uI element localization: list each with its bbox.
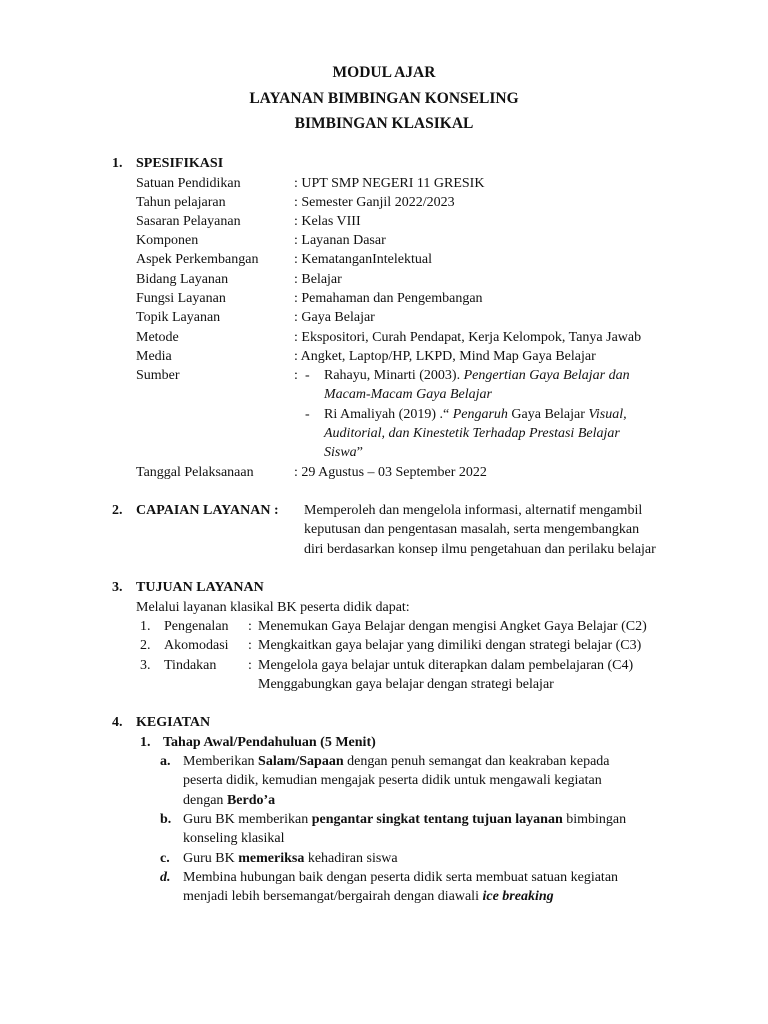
activity-b-line2: konseling klasikal bbox=[183, 831, 285, 846]
reference-2-line3: Siswa” bbox=[324, 445, 363, 460]
tujuan-item-label: Tindakan bbox=[164, 658, 217, 673]
spec-value: : Gaya Belajar bbox=[294, 310, 375, 325]
capaian-text-line: Memperoleh dan mengelola informasi, alternatif mengambil bbox=[304, 503, 643, 518]
spec-label-sumber: Sumber bbox=[136, 368, 180, 383]
activity-d-marker: d. bbox=[160, 870, 171, 885]
capaian-text-line: diri berdasarkan konsep ilmu pengetahuan dan perilaku belajar bbox=[304, 542, 656, 557]
stage-heading: Tahap Awal/Pendahuluan (5 Menit) bbox=[163, 735, 376, 750]
section-4-number: 4. bbox=[112, 715, 123, 730]
tujuan-extra-text: Menggabungkan gaya belajar dengan strategi belajar bbox=[258, 677, 554, 692]
activity-a-line2: peserta didik, kemudian mengajak peserta didik untuk mengawali kegiatan bbox=[183, 773, 602, 788]
spec-label: Bidang Layanan bbox=[136, 272, 229, 287]
reference-2-line1: Ri Amaliyah (2019) .“ Pengaruh Gaya Belajar Visual, bbox=[324, 407, 627, 422]
spec-label: Sasaran Pelayanan bbox=[136, 214, 241, 229]
reference-1-line1: Rahayu, Minarti (2003). Pengertian Gaya Belajar dan bbox=[324, 368, 630, 383]
spec-value: : Ekspositori, Curah Pendapat, Kerja Kelompok, Tanya Jawab bbox=[294, 330, 642, 345]
spec-value-tanggal: : 29 Agustus – 03 September 2022 bbox=[294, 465, 487, 480]
spec-label: Media bbox=[136, 349, 172, 364]
spec-label: Aspek Perkembangan bbox=[136, 252, 259, 267]
sumber-colon: : bbox=[294, 368, 298, 383]
tujuan-item-label: Pengenalan bbox=[164, 619, 229, 634]
section-2-number: 2. bbox=[112, 503, 123, 518]
tujuan-item-number: 3. bbox=[140, 658, 151, 673]
reference-1-line2: Macam-Macam Gaya Belajar bbox=[324, 387, 492, 402]
tujuan-item-text: Mengelola gaya belajar untuk diterapkan dalam pembelajaran (C4) bbox=[258, 658, 634, 673]
section-1-heading: SPESIFIKASI bbox=[136, 156, 224, 171]
activity-b-marker: b. bbox=[160, 812, 172, 827]
tujuan-item-colon: : bbox=[248, 638, 252, 653]
activity-b-line1: Guru BK memberikan pengantar singkat tentang tujuan layanan bimbingan bbox=[183, 812, 627, 827]
activity-c-line1: Guru BK memeriksa kehadiran siswa bbox=[183, 851, 398, 866]
section-3-number: 3. bbox=[112, 580, 123, 595]
section-4-heading: KEGIATAN bbox=[136, 715, 211, 730]
spec-value: : Belajar bbox=[294, 272, 342, 287]
spec-label-tanggal: Tanggal Pelaksanaan bbox=[136, 465, 254, 480]
tujuan-item-text: Mengkaitkan gaya belajar yang dimiliki dengan strategi belajar (C3) bbox=[258, 638, 642, 653]
spec-label: Komponen bbox=[136, 233, 199, 248]
spec-value: : Angket, Laptop/HP, LKPD, Mind Map Gaya Belajar bbox=[294, 349, 596, 364]
spec-label: Satuan Pendidikan bbox=[136, 176, 241, 191]
spec-value: : Pemahaman dan Pengembangan bbox=[294, 291, 483, 306]
section-3-heading: TUJUAN LAYANAN bbox=[136, 580, 264, 595]
section-2-heading: CAPAIAN LAYANAN : bbox=[136, 503, 279, 518]
doc-title-line1: MODUL AJAR bbox=[332, 64, 436, 81]
stage-number: 1. bbox=[140, 735, 151, 750]
tujuan-item-number: 2. bbox=[140, 638, 151, 653]
doc-title-line2: LAYANAN BIMBINGAN KONSELING bbox=[249, 90, 519, 107]
tujuan-item-number: 1. bbox=[140, 619, 151, 634]
tujuan-item-text: Menemukan Gaya Belajar dengan mengisi Angket Gaya Belajar (C2) bbox=[258, 619, 647, 634]
tujuan-intro: Melalui layanan klasikal BK peserta didik dapat: bbox=[136, 600, 410, 615]
activity-a-marker: a. bbox=[160, 754, 171, 769]
spec-label: Fungsi Layanan bbox=[136, 291, 226, 306]
spec-value: : UPT SMP NEGERI 11 GRESIK bbox=[294, 176, 485, 191]
activity-a-line1: Memberikan Salam/Sapaan dengan penuh semangat dan keakraban kepada bbox=[183, 754, 610, 769]
spec-label: Topik Layanan bbox=[136, 310, 221, 325]
tujuan-item-colon: : bbox=[248, 619, 252, 634]
activity-d-line2: menjadi lebih bersemangat/bergairah dengan diawali ice breaking bbox=[183, 889, 554, 904]
spec-label: Tahun pelajaran bbox=[136, 195, 226, 210]
spec-value: : KematanganIntelektual bbox=[294, 252, 432, 267]
capaian-text-line: keputusan dan pengentasan masalah, serta mengembangkan bbox=[304, 522, 640, 537]
section-1-number: 1. bbox=[112, 156, 123, 171]
spec-value: : Semester Ganjil 2022/2023 bbox=[294, 195, 455, 210]
doc-title-line3: BIMBINGAN KLASIKAL bbox=[294, 115, 474, 132]
activity-c-marker: c. bbox=[160, 851, 170, 866]
tujuan-item-label: Akomodasi bbox=[164, 638, 229, 653]
spec-value: : Layanan Dasar bbox=[294, 233, 386, 248]
tujuan-item-colon: : bbox=[248, 658, 252, 673]
reference-2-line2: Auditorial, dan Kinestetik Terhadap Prestasi Belajar bbox=[324, 426, 620, 441]
spec-value: : Kelas VIII bbox=[294, 214, 361, 229]
activity-a-line3: dengan Berdo’a bbox=[183, 793, 276, 808]
activity-d-line1: Membina hubungan baik dengan peserta didik serta membuat satuan kegiatan bbox=[183, 870, 619, 885]
spec-label: Metode bbox=[136, 330, 179, 345]
bullet-dash: - bbox=[305, 368, 310, 383]
bullet-dash: - bbox=[305, 407, 310, 422]
